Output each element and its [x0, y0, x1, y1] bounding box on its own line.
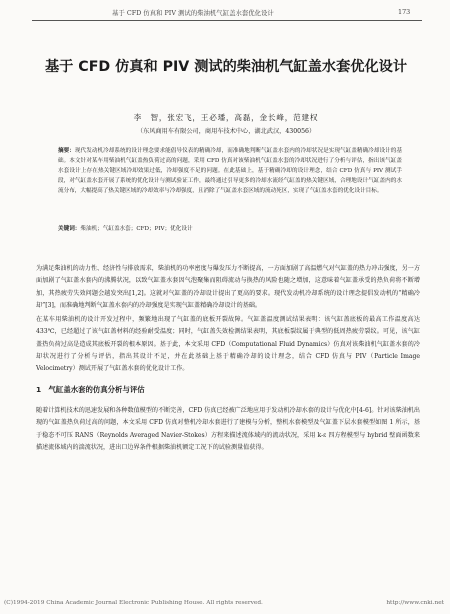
source-url: http://www.cnki.net — [386, 600, 444, 606]
article-title: 基于 CFD 仿真和 PIV 测试的柴油机气缸盖水套优化设计 — [44, 59, 408, 75]
page-number: 173 — [398, 8, 411, 16]
abstract-text: 现代发动机冷却系统的设计理念要求能倡导仪表的精确冷却，而准确地判断气缸盖水套内的冷却状况是实现气缸盖精确冷却设计的基础。本文针对某车用柴油机气缸盖热负荷过高的问题，采用 CFD 仿真对该柴油机气缸盖水套的冷却状况进行了分析与评估，指出该气缸盖水套设计上存在热关键区域冷却效果过低，冷却强度不足的问题。在此基础上，基于精确冷却的设计理念，结合 CFD 仿真与 PIV 测试手段，对气缸盖水套开展了系统的优化设计与测试验证工作，最终通过引导更多的冷却水流经气缸盖的热关键区域，合理地设计气缸盖内的水流分布，大幅提高了热关键区域的冷却效率与冷却强度，且消除了气缸盖水套区域的流动死区，实现了气缸盖水套的优化设计目标。 — [58, 148, 402, 194]
section-heading-1: 1 气缸盖水套的仿真分析与评估 — [36, 385, 145, 394]
running-header — [0, 0, 450, 24]
keywords — [58, 224, 402, 234]
running-header-title: 基于 CFD 仿真和 PIV 测试的柴油机气缸盖水套优化设计 — [112, 9, 274, 17]
abstract — [58, 146, 402, 196]
body-paragraph-1: 为满足柴油机的动力性、经济性与排放需求，柴油机的功率密度与爆发压力不断提高，一方面加剧了高温燃气对气缸盖的热力冲击强度，另一方面加剧了气缸盖水套内的沸腾状况，以致气缸盖水套因气泡聚集而阻碍流动与换热的风险也随之增加，这意味着气缸盖承受的热负荷将不断增加，其热疲劳失效问题会越发突出[1,2]。这就对气缸盖的冷却设计提出了更高的要求。现代发动机冷却系统的设计理念提倡发动机的“精确冷却”[3]，而准确地判断气缸盖水套内的冷却强度是实现气缸盖精确冷却设计的基础。 — [36, 265, 420, 309]
keywords-label: 关键词： — [58, 226, 81, 232]
keywords-text: 柴油机；气缸盖水套；CFD；PIV；优化设计 — [80, 226, 193, 232]
author-list: 李 智，张宏飞，王必璠，高磊，金长峰，范建权 — [133, 113, 319, 122]
body-paragraph-3: 随着计算机技术的迅速发展和各种数值模型的不断完善，CFD 仿真已经被广泛地应用于发动机冷却水套的设计与优化中[4-6]。针对该柴油机出现的气缸盖热负荷过高的问题，本文采用 CFD 仿真对整机冷却水套进行了建模与分析，整机水套模型及气缸盖下层水套模型如图 1 所示，基于稳态不可压 RANS（Reynolds Averaged Navier-Stokes）方程来描述流体域内的流动状况，采用 k-ε 四方程模型与 hybrid 壁面函数来描述流体域内的湍流状况，进出口边界条件根据柴油机额定工况下的试验测量值获得。 — [36, 407, 420, 451]
header-rule — [32, 20, 422, 21]
abstract-label: 摘要： — [58, 148, 75, 154]
affiliation: （东风商用车有限公司，商用车技术中心，湖北武汉，430056） — [136, 128, 316, 135]
copyright-text: (C)1994-2019 China Academic Journal Electronic Publishing House. All rights reserved. — [4, 600, 263, 606]
body-paragraph-2: 在某车用柴油机的设计开发过程中，频繁地出现了气缸盖的底板开裂故障。气缸盖温度测试结果表明：该气缸盖底板的最高工作温度高达 433℃，已经超过了该气缸盖材料的经验耐受温度；同时，气缸盖失效检测结果表明，其底板裂纹属于典型的低周热疲劳裂纹。可见，该气缸盖热负荷过高是造成其底板开裂的根本原因。基于此，本文采用 CFD（Computational Fluid Dynamics）仿真对该柴油机气缸盖水套的冷却状况进行了分析与评估，指出其设计不足，并在此基础上基于精确冷却的设计理念，结合 CFD 仿真与 PIV（Particle Image Velocimetry）测试开展了气缸盖水套的优化设计工作。 — [36, 316, 420, 373]
